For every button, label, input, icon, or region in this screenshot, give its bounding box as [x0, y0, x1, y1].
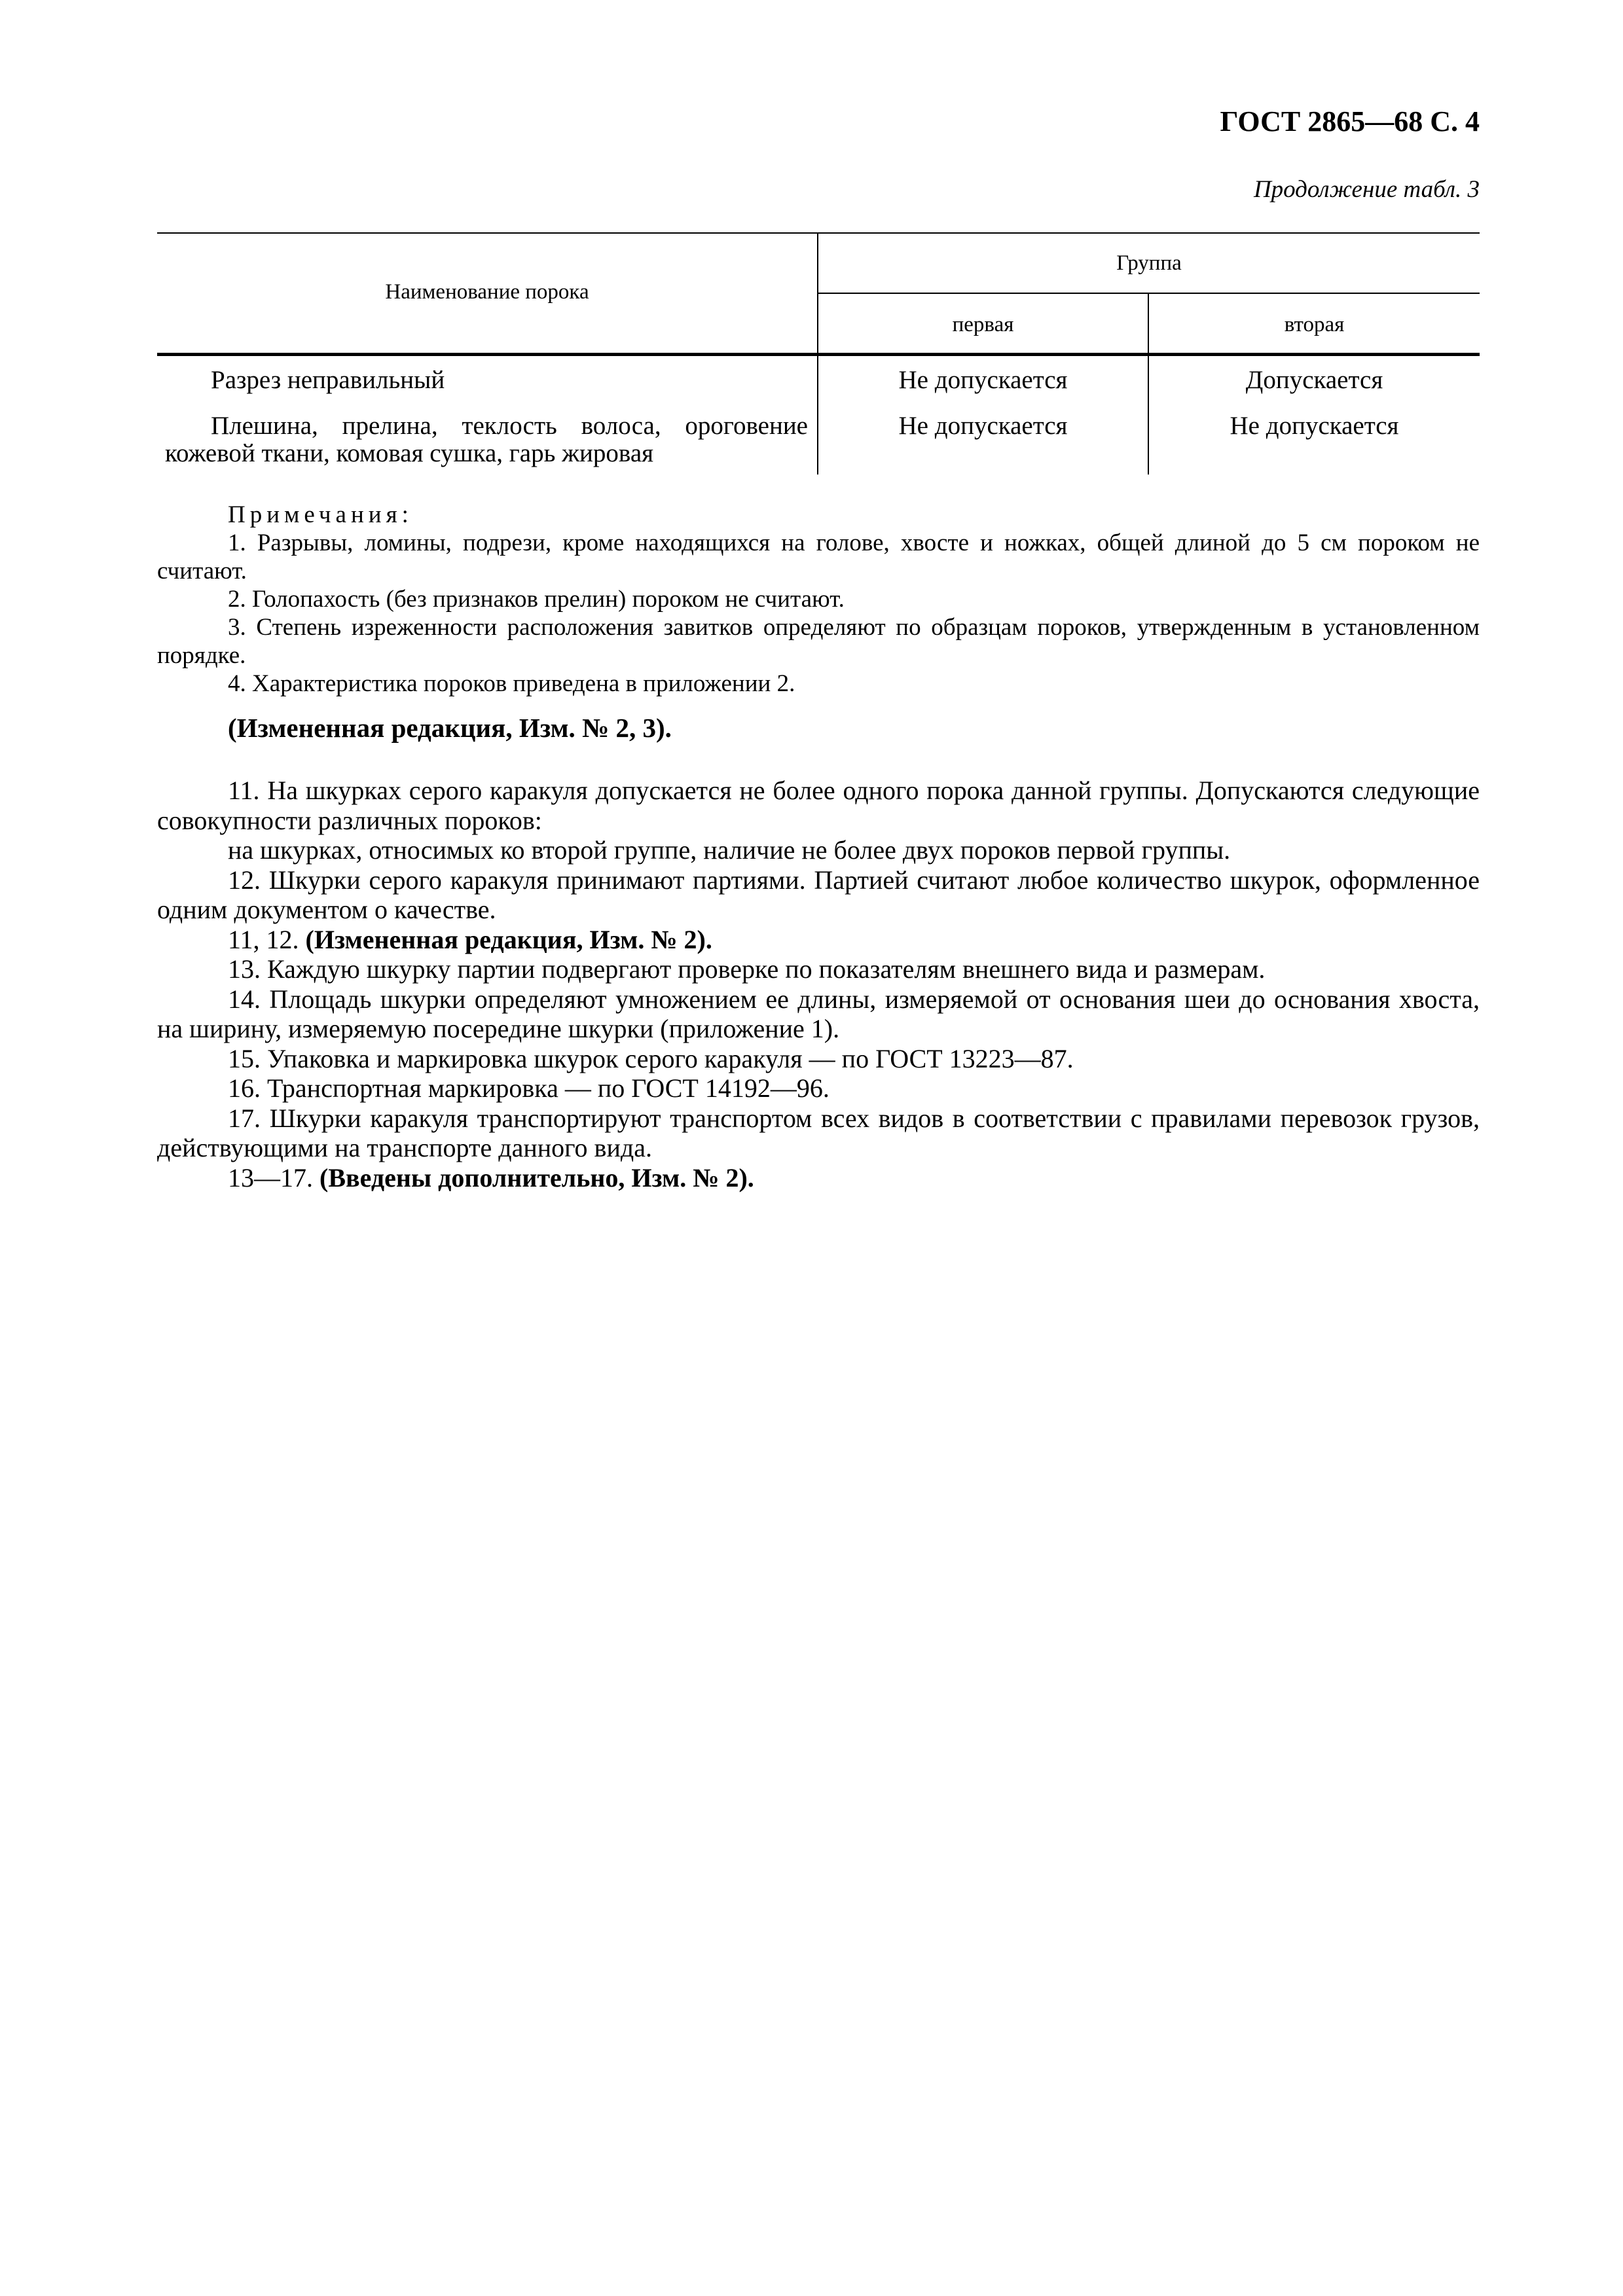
row2-first-group: Не допускается [898, 412, 1068, 440]
paragraph-11: 11. На шкурках серого каракуля допускается не более одного порока данной группы. Допускаются следующие совокупности различных пороков: [157, 776, 1480, 835]
note-item: 2. Голопахость (без признаков прелин) пороком не считают. [228, 586, 845, 613]
paragraph-13: 13. Каждую шкурку партии подвергают проверке по показателям внешнего вида и размерам. [228, 954, 1266, 984]
row1-defect-name: Разрез неправильный [211, 366, 445, 394]
row2-defect-name-line2: кожевой ткани, комовая сушка, гарь жировая [165, 439, 654, 467]
amendment-11-12 [157, 925, 1480, 955]
paragraph-14: 14. Площадь шкурки определяют умножением ее длины, измеряемой от основания шеи до основания хвоста, на ширину, измеряемую посередине шкурки (приложение 1). [157, 984, 1480, 1043]
amendment-prefix: 11, 12. [228, 924, 306, 954]
body-paragraphs [157, 776, 1480, 1193]
row2-second-group: Не допускается [1230, 412, 1399, 440]
paragraph-12: 12. Шкурки серого каракуля принимают партиями. Партией считают любое количество шкурок, оформленное одним документом о качестве. [157, 865, 1480, 924]
row1-second-group: Допускается [1245, 366, 1383, 394]
note-item: 4. Характеристика пороков приведена в приложении 2. [228, 670, 795, 697]
table-top-rule [157, 232, 1480, 234]
defects-table [157, 232, 1480, 475]
amendment-13-17 [157, 1163, 1480, 1193]
page-header: ГОСТ 2865—68 С. 4 [1220, 105, 1480, 137]
note-item: 3. Степень изреженности расположения завитков определяют по образцам пороков, утвержденным в установленном порядке. [157, 614, 1480, 669]
col-header-group: Группа [1116, 251, 1182, 275]
paragraph-17: 17. Шкурки каракуля транспортируют транспортом всех видов в соответствии с правилами перевозок грузов, действующими на транспорте данного вида. [157, 1103, 1480, 1162]
sub-header-second: вторая [1284, 313, 1345, 336]
sub-header-first: первая [952, 313, 1014, 336]
header-bottom-rule [157, 353, 1480, 356]
table-continuation-label: Продолжение табл. 3 [1253, 176, 1480, 203]
amendment-prefix: 13—17. [228, 1162, 319, 1193]
row1-first-group: Не допускается [898, 366, 1068, 394]
note-item: 1. Разрывы, ломины, подрези, кроме находящихся на голове, хвосте и ножках, общей длиной до 5 см пороком не считают. [157, 529, 1480, 584]
amendment-note: (Измененная редакция, Изм. № 2, 3). [228, 713, 672, 743]
group-header-rule [818, 293, 1480, 294]
paragraph-15: 15. Упаковка и маркировка шкурок серого каракуля — по ГОСТ 13223—87. [228, 1043, 1074, 1073]
row2-defect-name-line1: Плешина, прелина, теклость волоса, ороговение [211, 412, 808, 440]
paragraph-16: 16. Транспортная маркировка — по ГОСТ 14192—96. [228, 1073, 830, 1103]
col-header-defect-name: Наименование порока [385, 280, 589, 304]
amendment-text: (Введены дополнительно, Изм. № 2). [319, 1162, 754, 1193]
table-notes [157, 501, 1480, 698]
amendment-text: (Измененная редакция, Изм. № 2). [305, 924, 712, 954]
paragraph-11-cont: на шкурках, относимых ко второй группе, наличие не более двух пороков первой группы. [228, 835, 1231, 865]
notes-title: Примечания: [228, 501, 413, 528]
